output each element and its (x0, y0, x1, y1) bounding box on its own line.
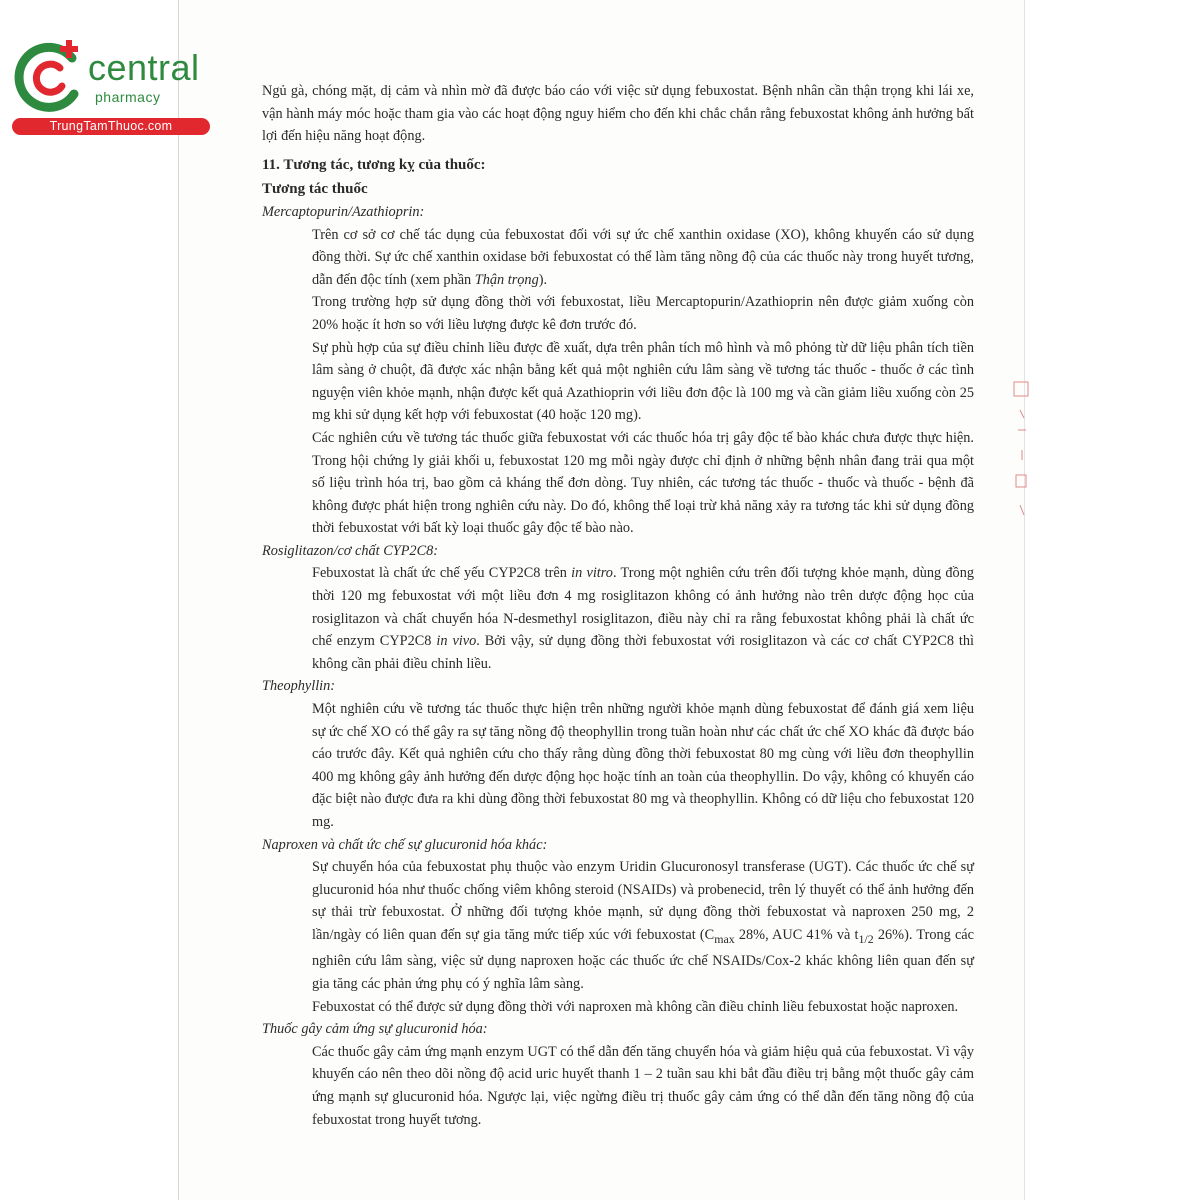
theophyllin-title: Theophyllin: (262, 678, 336, 695)
naproxen-paragraph-2: Febuxostat có thể được sử dụng đồng thời với naproxen mà không cần điều chỉnh liều febuxostat hoặc naproxen. (312, 998, 959, 1015)
induction-title: Thuốc gây cảm ứng sự glucuronid hóa: (262, 1021, 488, 1038)
logo-subtitle: pharmacy (95, 89, 161, 105)
rosiglitazon-title: Rosiglitazon/cơ chất CYP2C8: (262, 542, 439, 559)
mercaptopurin-paragraph-4: Các nghiên cứu về tương tác thuốc giữa febuxostat với các thuốc hóa trị gây độc tế bào khác chưa được thực hiện. Trong hội chứng ly giải khối u, febuxostat 120 mg mỗi ngày được chỉ định ở những bệnh nhân đang trải qua một số liệu trình hóa trị, bao gồm cả kháng thể đơn dòng. Tuy nhiên, các tương tác thuốc - thuốc và thuốc - bệnh đã không được phát hiện trong nghiên cứu này. Do đó, không thể loại trừ khả năng xảy ra tương tác khi sử dụng đồng thời febuxostat với bất kỳ loại thuốc gây độc tế bào nào. (312, 429, 974, 537)
mercaptopurin-paragraph-2: Trong trường hợp sử dụng đồng thời với febuxostat, liều Mercaptopurin/Azathioprin nên được giảm xuống còn 20% hoặc ít hơn so với liều lượng được kê đơn trước đó. (312, 294, 974, 333)
logo-mark-icon (10, 38, 90, 116)
logo-name: central (88, 47, 200, 88)
subsection-heading: Tương tác thuốc (262, 181, 368, 198)
margin-stamp-mark (1010, 380, 1034, 539)
section-heading: 11. Tương tác, tương kỵ của thuốc: (262, 156, 486, 173)
naproxen-title: Naproxen và chất ức chế sự glucuronid hóa khác: (262, 836, 548, 853)
stamp-fragment-icon (1010, 380, 1034, 530)
induction-paragraph: Các thuốc gây cảm ứng mạnh enzym UGT có thể dẫn đến tăng chuyển hóa và giảm hiệu quả của febuxostat. Vì vậy khuyến cáo nên theo dõi nồng độ acid uric huyết thanh 1 – 2 tuần sau khi bắt đầu điều trị bằng một thuốc gây cảm ứng mạnh sự glucuronid hóa. Ngược lại, việc ngừng điều trị thuốc gây cảm ứng có thể dẫn đến tăng nồng độ của febuxostat trong huyết tương. (312, 1043, 974, 1128)
mercaptopurin-paragraph-1: Trên cơ sở cơ chế tác dụng của febuxostat đối với sự ức chế xanthin oxidase (XO), không khuyến cáo sử dụng đồng thời. Sự ức chế xanthin oxidase bởi febuxostat có thể làm tăng nồng độ của các thuốc này trong huyết tương, dẫn đến độc tính (xem phần Thận trọng). (312, 226, 974, 288)
mercaptopurin-title: Mercaptopurin/Azathioprin: (262, 203, 425, 220)
intro-paragraph: Ngủ gà, chóng mặt, dị cảm và nhìn mờ đã được báo cáo với việc sử dụng febuxostat. Bệnh nhân cần thận trọng khi lái xe, vận hành máy móc hoặc tham gia vào các hoạt động nguy hiểm cho đến khi chắc chắn rằng febuxostat không ảnh hưởng bất lợi đến hiệu năng hoạt động. (262, 83, 974, 145)
naproxen-paragraph-1: Sự chuyển hóa của febuxostat phụ thuộc vào enzym Uridin Glucuronosyl transferase (UGT). Các thuốc ức chế sự glucuronid hóa như thuốc chống viêm không steroid (NSAIDs) và probenecid, trên lý thuyết có thể ảnh hưởng đến sự thải trừ febuxostat. Ở những đối tượng khỏe mạnh, sử dụng đồng thời febuxostat và naproxen 250 mg, 2 lần/ngày có liên quan đến sự gia tăng mức tiếp xúc với febuxostat ($C_{max}$ 28%, AUC 41% và $t_{1/2}$ 26%). Trong các nghiên cứu lâm sàng, việc sử dụng naproxen hoặc các thuốc ức chế NSAIDs/Cox-2 khác không liên quan đến sự gia tăng các phản ứng phụ có ý nghĩa lâm sàng. (312, 859, 974, 993)
rosiglitazon-paragraph: Febuxostat là chất ức chế yếu CYP2C8 trên in vitro. Trong một nghiên cứu trên đối tượng khỏe mạnh, dùng đồng thời 120 mg febuxostat với một liều đơn 4 mg rosiglitazon không có ảnh hưởng nào trên dược động học của rosiglitazon và chất chuyển hóa N-desmethyl rosiglitazon, điều này chỉ ra rằng febuxostat không phải là chất ức chế enzym CYP2C8 in vivo. Bởi vậy, sử dụng đồng thời febuxostat với rosiglitazon và các cơ chất CYP2C8 thì không cần phải điều chỉnh liều. (312, 565, 974, 672)
theophyllin-paragraph: Một nghiên cứu về tương tác thuốc thực hiện trên những người khỏe mạnh dùng febuxostat để đánh giá xem liệu sự ức chế XO có thể gây ra sự tăng nồng độ theophyllin trong tuần hoàn như các chất ức chế XO khác đã được báo cáo trước đây. Kết quả nghiên cứu cho thấy rằng dùng đồng thời febuxostat 80 mg cùng với liều đơn theophyllin 400 mg không gây ảnh hưởng đến dược động học hoặc tính an toàn của theophyllin. Do vậy, không có khuyến cáo đặc biệt nào được đưa ra khi dùng đồng thời febuxostat 80 mg và theophyllin. Không có dữ liệu cho febuxostat 120 mg. (312, 701, 974, 830)
mercaptopurin-paragraph-3: Sự phù hợp của sự điều chỉnh liều được đề xuất, dựa trên phân tích mô hình và mô phỏng từ dữ liệu phân tích tiền lâm sàng ở chuột, đã được xác nhận bằng kết quả một nghiên cứu lâm sàng về tương tác thuốc - thuốc ở các tình nguyện viên khỏe mạnh, nhận được kết quả Azathioprin với liều đơn độc là 100 mg và cần giảm liều xuống còn 25 mg khi sử dụng kết hợp với febuxostat (40 hoặc 120 mg). (312, 339, 974, 424)
logo-url-badge[interactable]: TrungTamThuoc.com (12, 118, 210, 135)
document-content (262, 80, 974, 1131)
